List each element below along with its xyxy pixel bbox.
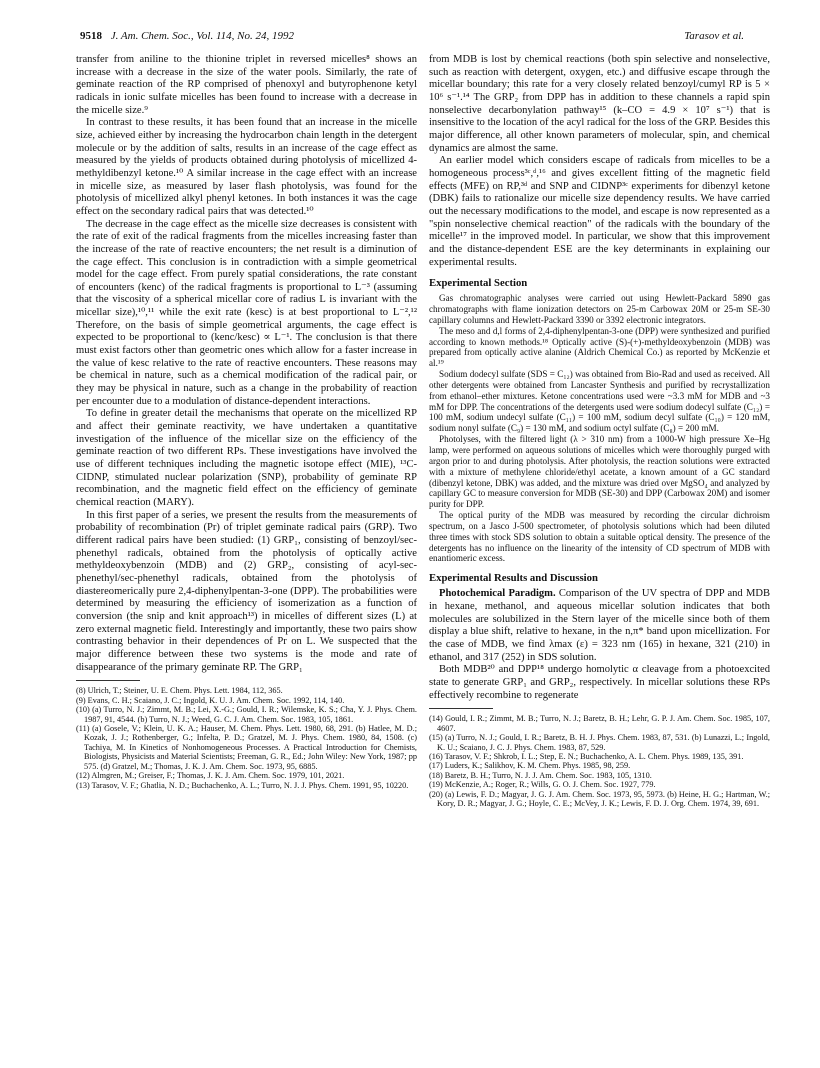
page-number: 9518 <box>80 30 102 42</box>
footnote: (9) Evans, C. H.; Scaiano, J. C.; Ingold, K. U. J. Am. Chem. Soc. 1992, 114, 140. <box>76 695 345 705</box>
body-paragraph: transfer from aniline to the thionine triplet in reversed micelles⁸ shows an increase with a decrease in the size of the water pools. Similarly, the rate of geminate reaction of the RP comprised of phenoxyl and butyrophenone ketyl radicals in ionic sulfate micelles has been found to increase with a decrease in the micelle size.⁹ <box>76 54 417 116</box>
footnote-separator <box>76 680 140 681</box>
header-left <box>80 28 294 44</box>
results-paragraph <box>429 588 770 664</box>
experimental-paragraph: Photolyses, with the filtered light (λ > 310 nm) from a 1000-W high pressure Xe–Hg lamp, were performed on aqueous solutions of micelles which were thoroughly purged with argon prior to and during photolysis. After photolysis, the reaction solutions were extracted with a mixture of methylene chloride/ethyl acetate, a known amount of a GC standard (dibenzyl ketone, DBK) was added, and the mixture was dried over MgSO₄ and analyzed by capillary GC to measure conversion for MDB (SE-30) and DPP (Carbowax 20M) and isomer purity for DPP. <box>429 434 770 510</box>
footnote: (17) Luders, K.; Salikhov, K. M. Chem. Phys. 1985, 98, 259. <box>429 761 631 771</box>
right-footnotes <box>429 714 770 809</box>
running-header <box>80 28 744 44</box>
footnote: (19) McKenzie, A.; Roger, R.; Wills, G. O. J. Chem. Soc. 1927, 779. <box>429 780 656 790</box>
results-section-text <box>429 588 770 702</box>
footnote: (13) Tarasov, V. F.; Ghatlia, N. D.; Buchachenko, A. L.; Turro, N. J. J. Phys. Chem. 1991, 95, 10220. <box>76 780 409 790</box>
run-in-heading: Photochemical Paradigm. <box>439 588 556 600</box>
footnote-separator <box>429 708 493 709</box>
results-paragraph: Both MDB²⁰ and DPP¹⁸ undergo homolytic α cleavage from a photoexcited state to generate GRP₁ and GRP₂, respectively. In micellar solutions these RPs effectively recombine to regenerate <box>429 664 770 701</box>
footnote: (15) (a) Turro, N. J.; Gould, I. R.; Baretz, B. H. J. Phys. Chem. 1983, 87, 531. (b) Lunazzi, L.; Ingold, K. U.; Scaiano, J. C. J. Phys. Chem. 1983, 87, 529. <box>429 733 770 752</box>
footnote: (12) Almgren, M.; Greiser, F.; Thomas, J. K. J. Am. Chem. Soc. 1979, 101, 2021. <box>76 771 345 781</box>
results-paragraph-text: Comparison of the UV spectra of DPP and MDB in hexane, methanol, and aqueous micellar solution indicates that both molecules are solubilized in the Stern layer of the micelle since both of them display a blue shift, relative to hexane, in the n,π* band upon micellization. For the case of MDB, we find λmax (ε) = 323 nm (165) in hexane, 321 (210) in ethanol, and 317 (252) in SDS solution. <box>429 588 770 663</box>
experimental-paragraph: Sodium dodecyl sulfate (SDS = C₁₂) was obtained from Bio-Rad and used as received. All other detergents were obtained from Lancaster Synthesis and purified by recrystallization from ethanol–ether mixtures. Ketone concentrations used were ~3.3 mM for MDB and ~3 mM for DPP. The concentrations of the detergents used were sodium dodecyl sulfate (C₁₂) = 100 mM, sodium undecyl sulfate (C₁₁) = 100 mM, sodium decyl sulfate (C₁₀) = 120 mM, sodium nonyl sulfate (C₉) = 130 mM, and sodium octyl sulfate (C₈) = 200 mM. <box>429 369 770 434</box>
right-column <box>429 54 770 1054</box>
left-column <box>76 54 417 1054</box>
body-paragraph: In this first paper of a series, we present the results from the measurements of probability of recombination (Pr) of triplet geminate radical pairs (GRP). Two different radical pairs have been studied: (1) GRP₁, consisting of benzoyl/sec-phenethyl radicals, obtained from the photolysis of optically active methyldeoxybenzoin (MDB) and (2) GRP₂, consisting of acyl-sec-phenethyl/sec-phenethyl radicals, obtained from the photolysis of diastereomerically pure 2,4-diphenylpentan-3-one (DPP). The probabilities were determined by measuring the efficiency of isomerization as a function of conversion (the snip and knit approach¹³) in micelles of different sizes (L) at zero external magnetic field. Interestingly and importantly, these two pairs show contrasting behavior in their dependences of Pr on L. We suspected that the major difference between these two systems is the mode and rate of disappearance of the primary geminate RP. The GRP₁ <box>76 509 417 673</box>
right-body-text <box>429 54 770 269</box>
body-paragraph: from MDB is lost by chemical reactions (both spin selective and nonselective, such as reaction with detergent, oxygen, etc.) and diffusive escape through the micellar boundary; this rate for a very closely related benzoyl/cumyl RP is 5 × 10⁶ s⁻¹.¹⁴ The GRP₂ from DPP has in addition to these channels a rapid spin nonselective decarbonylation pathway¹⁵ (k–CO = 4.9 × 10⁷ s⁻¹) that is insensitive to the location of the acyl radical for the loss of the GRP. Besides this major difference, all other known parameters of molecular, spin, and chemical dynamics are almost the same. <box>429 54 770 154</box>
experimental-section-text <box>429 293 770 564</box>
experimental-paragraph: Gas chromatographic analyses were carried out using Hewlett-Packard 5890 gas chromatographs with flame ionization detectors on 25-m Carbowax 20M or 25-m SE-30 capillary columns and Hewlett-Packard 3390 or 3392 electronic integrators. <box>429 293 770 325</box>
body-paragraph: In contrast to these results, it has been found that an increase in the micelle size, achieved either by increasing the hydrocarbon chain length in the detergent molecule or by the addition of salts, results in an increase of the cage effect as measured by the yields of products obtained during photolysis of micellized 4-methyldibenzyl ketone.¹⁰ A similar increase in the cage effect with an increase in micelle size, as measured by laser flash photolysis, was found for the photolysis of micellized alkyl phenyl ketones. In both instances it was the cage effect on the secondary radical pairs that was detected.¹⁰ <box>76 117 417 217</box>
footnote: (18) Baretz, B. H.; Turro, N. J. J. Am. Chem. Soc. 1983, 105, 1310. <box>429 770 652 780</box>
footnote: (8) Ulrich, T.; Steiner, U. E. Chem. Phys. Lett. 1984, 112, 365. <box>76 686 283 696</box>
experimental-paragraph: The optical purity of the MDB was measured by recording the circular dichroism spectrum, on a Jasco J-500 spectrometer, of photolysis solutions which had been diluted three times with stock SDS solution to obtain a suitable optical density. The presence of the detergents has no influence on the linearity of the intensity of CD spectrum of MDB with enantiomeric excess. <box>429 510 770 564</box>
left-body-text <box>76 54 417 674</box>
left-footnotes <box>76 686 417 790</box>
body-paragraph: The decrease in the cage effect as the micelle size decreases is consistent with the rate of exit of the radical fragments from the micelles increasing faster than the increase of the rate of reactive encounters; the net result is a diminution of the cage effect. This conclusion is in contradiction with a simple geometrical model for the cage effect. From purely spatial considerations, the rate constant of encounters (kenc) of the radical fragments is proportional to L⁻³ (assuming that the viscosity of a spherical micellar core of radius L is invariant with the micellar size),¹⁰,¹¹ while the exit rate (kesc) is at best proportional to L⁻²,¹² Therefore, on the basis of simple geometrical arguments, the cage effect is expected to be proportional to (kenc/kesc) ∝ L⁻¹. The conclusion is that there must exist factors other than geometric ones which allow for a faster increase in the value of kesc relative to the rate of reactive encounters. These reasons may be chemical in nature, such as a chemical modification of the radical pair, or they may be physical in nature, such as a change in the probability of reaction per encounter due to a modulation of distance-dependent interactions. <box>76 218 417 407</box>
body-paragraph: An earlier model which considers escape of radicals from micelles to be a homogeneous process³ᶜ,ᵈ,¹⁶ and gives excellent fitting of the magnetic field effects (MFE) on RP,³ᵈ and SNP and CIDNP³ᶜ experiments for dibenzyl ketone (DBK) fails to rationalize our micelle size dependency results. We have carried out the necessary modifications to the model, and escape is now represented as a "spin nonselective chemical reaction" of the radicals with the boundary of the micelle¹⁷ in the improved model. In particular, we show that this improvement and the distance-dependent ESE are the key determinants in explaining our experimental results. <box>429 155 770 268</box>
footnote: (14) Gould, I. R.; Zimmt, M. B.; Turro, N. J.; Baretz, B. H.; Lehr, G. P. J. Am. Chem. Soc. 1985, 107, 4607. <box>429 714 770 733</box>
experimental-section-heading: Experimental Section <box>429 277 528 290</box>
footnote: (10) (a) Turro, N. J.; Zimmt, M. B.; Lei, X.-G.; Gould, I. R.; Wilemske, K. S.; Cha, Y. J. Phys. Chem. 1987, 91, 4544. (b) Turro, N. J.; Weed, G. C. J. Am. Chem. Soc. 1983, 105, 1861. <box>76 705 417 724</box>
journal-citation: J. Am. Chem. Soc., Vol. 114, No. 24, 1992 <box>110 30 294 42</box>
results-section-heading: Experimental Results and Discussion <box>429 572 598 585</box>
experimental-paragraph: The meso and d,l forms of 2,4-diphenylpentan-3-one (DPP) were synthesized and purified according to known methods.¹⁸ Optically active (S)-(+)-methyldeoxybenzoin (MDB) was prepared from optically active alanine (Aldrich Chemical Co.) as reported by McKenzie et al.¹⁹ <box>429 325 770 369</box>
footnote: (16) Tarasov, V. F.; Shkrob, I. L.; Step, E. N.; Buchachenko, A. L. Chem. Phys. 1989, 135, 391. <box>429 751 744 761</box>
footnote: (20) (a) Lewis, F. D.; Magyar, J. G. J. Am. Chem. Soc. 1973, 95, 5973. (b) Heine, H. G.; Hartman, W.; Kory, D. R.; Magyar, J. G.; Hoyle, C. E.; McVey, J. K.; Lewis, F. D. J. Org. Chem. 1974, 39, 691. <box>429 789 770 809</box>
footnote: (11) (a) Gosele, V.; Klein, U. K. A.; Hauser, M. Chem. Phys. Lett. 1980, 68, 291. (b) Hatlee, M. D.; Kozak, J. J.; Rothenberger, G.; Infelta, P. D.; Gratzel, M. J. Phys. Chem. 1980, 84, 1508. (c) Tachiya, M. In Kinetics of Nonhomogeneous Processes. A Practical Introduction for Chemists, Biologists, Physicists and Material Scientists; Freeman, G. R., Ed.; John Wiley: New York, 1987; pp 575. (d) Gratzel, M.; Thomas, J. K. J. Am. Chem. Soc. 1973, 95, 6885. <box>76 723 417 771</box>
body-paragraph: To define in greater detail the mechanisms that operate on the micellized RP and affect their geminate reactivity, we have undertaken a quantitative investigation of the influence of the micellar size on the efficiency of the geminate reaction of two different RPs. These investigations have involved the use of different techniques including the magnetic isotope effect (MIE), ¹³C-CIDNP, stimulated nuclear polarization (SNP), probability of geminate RP recombination, and the magnetic field effect on the efficiency of geminate chemical reaction (MARY). <box>76 408 417 508</box>
header-authors: Tarasov et al. <box>684 30 744 42</box>
